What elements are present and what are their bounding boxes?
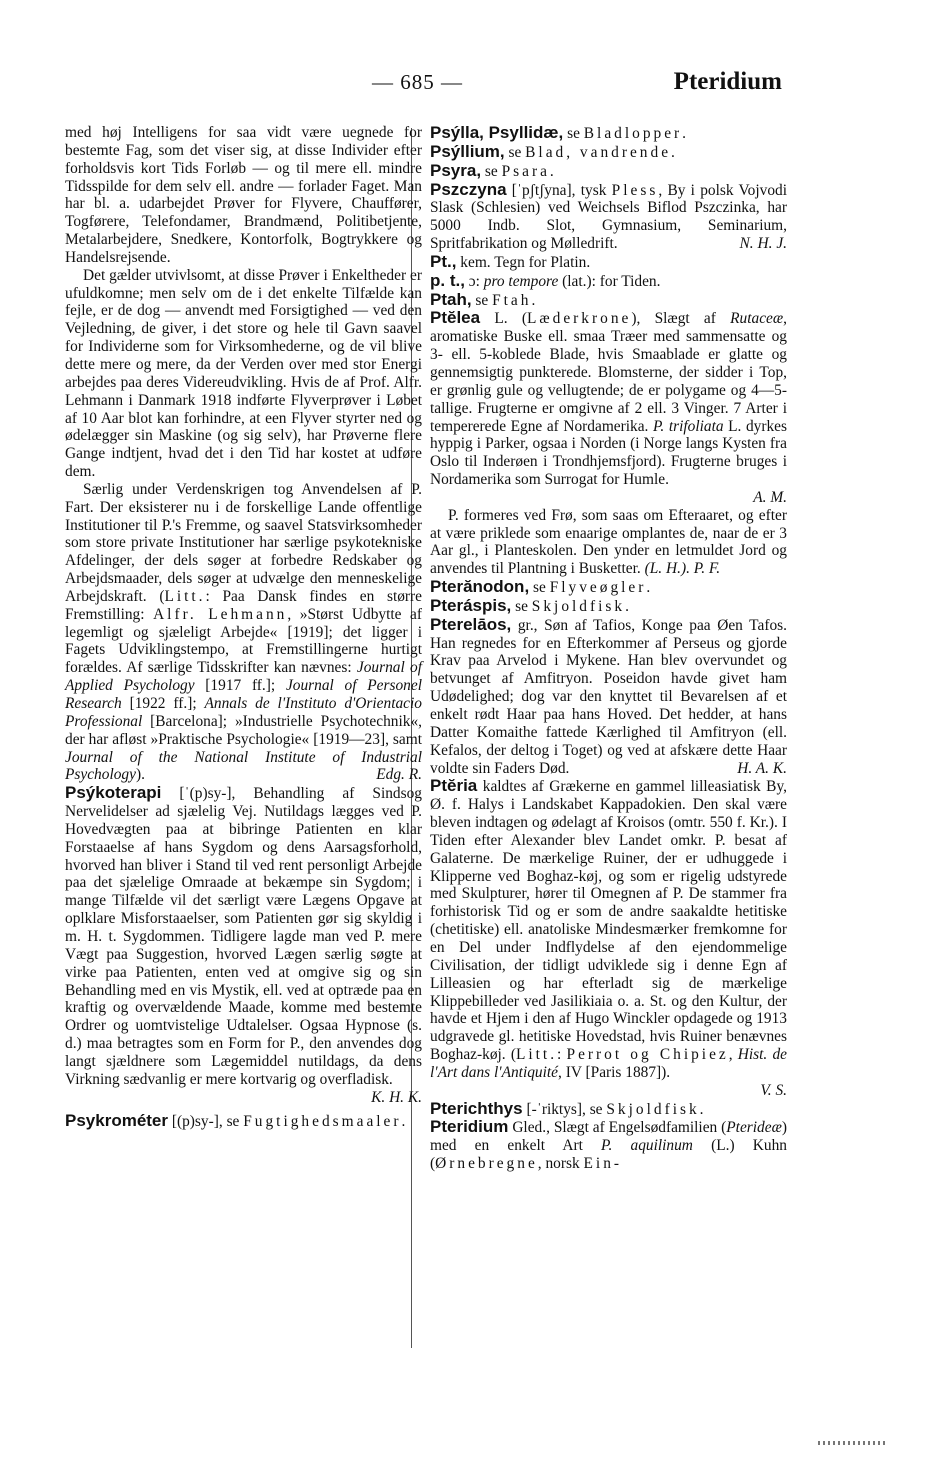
author-signature: Edg. R.	[376, 766, 422, 784]
author-signature: K. H. K.	[371, 1088, 422, 1106]
entry-pteridium: Pteridium Gled., Slægt af Engelsødfamilien (Pterideæ) med en enkelt Art P. aquilinum (L.) Kuhn (Ørnebregne, norsk Ein-	[430, 1117, 787, 1173]
scan-artifact	[818, 1441, 888, 1445]
entry-ptelea: Ptĕlea L. (Læderkrone), Slægt af Rutaceæ, aromatiske Buske ell. smaa Træer med sammensatte og 3- ell. 5-koblede Blade, hvis Smaablade er glatte og gennemsigtig punkterede. Blomsterne, der sidder i Top, er grønlig gule og vellugtende; de er polygame og 4—5-tallige. Frugterne er omgivne af 2 ell. 3 Vinger. 7 Arter i tempererede Egne af Nordamerika. P. trifoliata L. dyrkes hyppig i Parker, ogsaa i Norden (i Norge langs Kysten fra Oslo til Inderøen i Trondhjemsfjord). Frugterne bruges i Nordamerika som Surrogat for Humle.	[430, 308, 787, 489]
entry-psyra: Psyra, se Psara.	[430, 160, 554, 180]
entry-pteria: Ptĕria kaldtes af Grækerne en gammel lilleasiatisk By, Ø. f. Halys i Landskabet Kappadokien. Den skal være bleven indtagen og ødelagt af Kroisos (omtr. 550 f. Kr.). I Tiden efter Alexander blev Landet omkr. P. besat af Galaterne. De mærkelige Ruiner, der er udhuggede i Klipperne ved Boghaz-køj, og som er rigelig udstyrede med Skulpturer, hører til Omegnen af P. De stammer fra forhistorisk Tid og er som de andre saakaldte hetitiske (chetitiske) ell. anatoliske Mindesmærker fremkomne for en Del under Indflydelse af den ejendommelige Civilisation, der tidligt udviklede sig i denne Egn af Lilleasien og har efterladt sig de mærkelige Klippebilleder ved Jasilikiaia o. a. St. og den Kultur, der havde et Hjem i den af Hugo Winckler opdagede og 1913 udgravede gl. hetitiske Hovedstad, hvis Ruiner benævnes Boghaz-køj. (Litt.: Perrot og Chipiez, Hist. de l'Art dans l'Antiquité, IV [Paris 1887]).	[430, 776, 787, 1081]
paragraph: P. formeres ved Frø, som saas om Efteraaret, og efter at være priklede som enaarige omplantes de, naar de er 3 Aar gl., i Planteskolen. Den ynder en letmuldet Jord og anvendes til Plantning i Busketter. (L. H.). P. F.	[430, 506, 787, 578]
entry-psykrometer: Psykrométer [(p)sy-], se Fugtighedsmaaler.	[65, 1111, 406, 1131]
author-signature: V. S.	[760, 1081, 787, 1099]
author-signature: H. A. K.	[737, 759, 787, 777]
paragraph: Særlig under Verdenskrigen tog Anvendelsen af P. Fart. Der eksisterer nu i de forskellige Lande offentlige Institutioner til P.'s Fremme, og saavel Statsvirksomheder som store private Institutioner har særlige psykotekniske Afdelinger, der dels søger at forbedre Redskaber og Arbejdsmaader, dels søger at udvælge den menneskelige Arbejdskraft. (Litt.: Paa Dansk findes en større Fremstilling: Alfr. Lehmann, »Størst Udbytte af legemligt og sjæleligt Arbejde« [1919]; det ligger i Fagets Udviklingstempo, at Fremstillingerne hurtigt forældes. Af særlige Tidsskrifter kan nævnes: Journal of Applied Psychology [1917 ff.]; Journal of Personel Research [1922 ff.]; Annals de l'Instituto d'Orientacio Professional [Barcelona]; »Industrielle Psychotechnik«, der har afløst »Praktische Psychologie« [1919—23], samt Journal of the National Institute of Industrial Psychology).	[65, 480, 422, 784]
entry-pszczyna: Pszczyna [ˈpʃtʃyna], tysk Pless, By i polsk Vojvodi Slask (Schlesien) ved Weichsels Biflod Pszczinka, har 5000 Indb. Slot, Gymnasium, Seminarium, Spritfabrikation og Mølledrift.	[430, 179, 787, 253]
entry-pteranodon: Pterănodon, se Flyveøgler.	[430, 577, 651, 597]
entry-pt-pro-tempore: p. t., ɔ: pro tempore (lat.): for Tiden.	[430, 270, 661, 290]
headword: Psýkoterapi	[65, 783, 162, 803]
entry-pterichthys: Pterichthys [-ˈriktys], se Skjoldfisk.	[430, 1098, 704, 1118]
left-column	[65, 124, 422, 1131]
right-column	[430, 124, 787, 1173]
entry-psylla: Psýlla, Psyllidæ, se Bladlopper.	[430, 123, 687, 142]
paragraph: Det gælder utvivlsomt, at disse Prøver i Enkeltheder er ufuldkomne; men selv om de i det enkelte Tilfælde kan fejle, er de dog — anvendt med Forsigtighed — ved den Vejledning, de giver, i det store og hele til Gavn saavel for Individerne som for Virksomhederne, og de vil blive dette mere og mere, da der Verden over med stor Energi arbejdes paa deres Videreudvikling. Hvis de af Prof. Alfr. Lehmann i Danmark 1918 indførte Flyverprøver i Løbet af 10 Aar blot kan forhindre, at een Flyver styrter ned og ødelægger sin Maskine (og sig selv), har Prøverne flere Gange indtjent, hvad det i den Tid har kostet at udføre dem.	[65, 266, 422, 481]
paragraph: med høj Intelligens for saa vidt være uegnede for bestemte Fag, som det viser sig, at disse Individer efter forholdsvis kort Tids Forløb — og til mere ell. mindre Tidsspilde for dem selv ell. andre — forlader Faget. Man har bl. a. udarbejdet Prøver for Flyvere, Chauffører, Togførere, Telefondamer, Brandmænd, Politibetjente, Metalarbejdere, Snedkere, Kontorfolk, Bogtrykkere og Handelsrejsende.	[65, 124, 422, 266]
running-head: Pteridium	[673, 68, 782, 95]
entry-psyllium: Psýllium, se Blad, vandrende.	[430, 141, 675, 161]
page-number: — 685 —	[372, 70, 463, 94]
author-signature: A. M.	[753, 488, 787, 506]
entry-pterelaos: Pterelāos, gr., Søn af Tafios, Konge paa Øen Tafos. Han regnedes for en Efterkommer af Perseus og gjorde Krav paa Arvelod i Mykene. Han blev overvundet og betvunget af Amfitryon. Poseidon havde givet ham Udødelighed; dog var den knyttet til Bevarelsen af et enkelt rødt Haar paa hans Hoved. Det hedder, at hans Datter Komaithe fattede Kærlighed til Amfitryon (ell. Kefalos, der deltog i Toget) og ved at afskære dette Haar voldte sin Faders Død.	[430, 614, 787, 777]
author-signature: N. H. J.	[739, 235, 787, 253]
entry-ptah: Ptah, se Ftah.	[430, 289, 536, 309]
entry-psykoterapi: Psýkoterapi [ˈ(p)sy-], Behandling af Sindsog Nervelidelser ad sjælelig Vej. Nutildags lægges ved P. Hovedvægten paa at bibringe Patienten en klar Forstaaelse af hans Sygdom og dens Aarsagsforhold, hvorved han bliver i Stand til ved rent personligt Arbejde paa det sjælelige Omraade at bekæmpe sin Sygdom; i mange Tilfælde vil det særligt være Lægens Opgave at oplklare Misforstaaelser, som Patienten gør sig skyldig i m. H. t. Sygdommen. Tidligere lagde man ved P. mere Vægt paa Suggestion, hvorved Lægen særlig søgte at virke paa Patienten, enten ved at omgive sig og sin Behandling med en vis Mystik, ell. ved at optræde paa en kraftig og overvældende Maade, komme med bestemte Ordrer og uomtvistelige Udtalelser. Ogsaa Hypnose (s. d.) maa betragtes som en Form for P., den anvendes dog langt sjældnere som Lægemiddel nutildags, da dens Virkning sædvanlig er mere kortvarig og overfladisk.	[65, 783, 422, 1088]
author-signature: (L. H.). P. F.	[644, 560, 721, 578]
headword: Psykrométer	[65, 1111, 169, 1131]
entry-pt: Pt., kem. Tegn for Platin.	[430, 251, 591, 271]
entry-pteraspis: Pteráspis, se Skjoldfisk.	[430, 595, 629, 615]
